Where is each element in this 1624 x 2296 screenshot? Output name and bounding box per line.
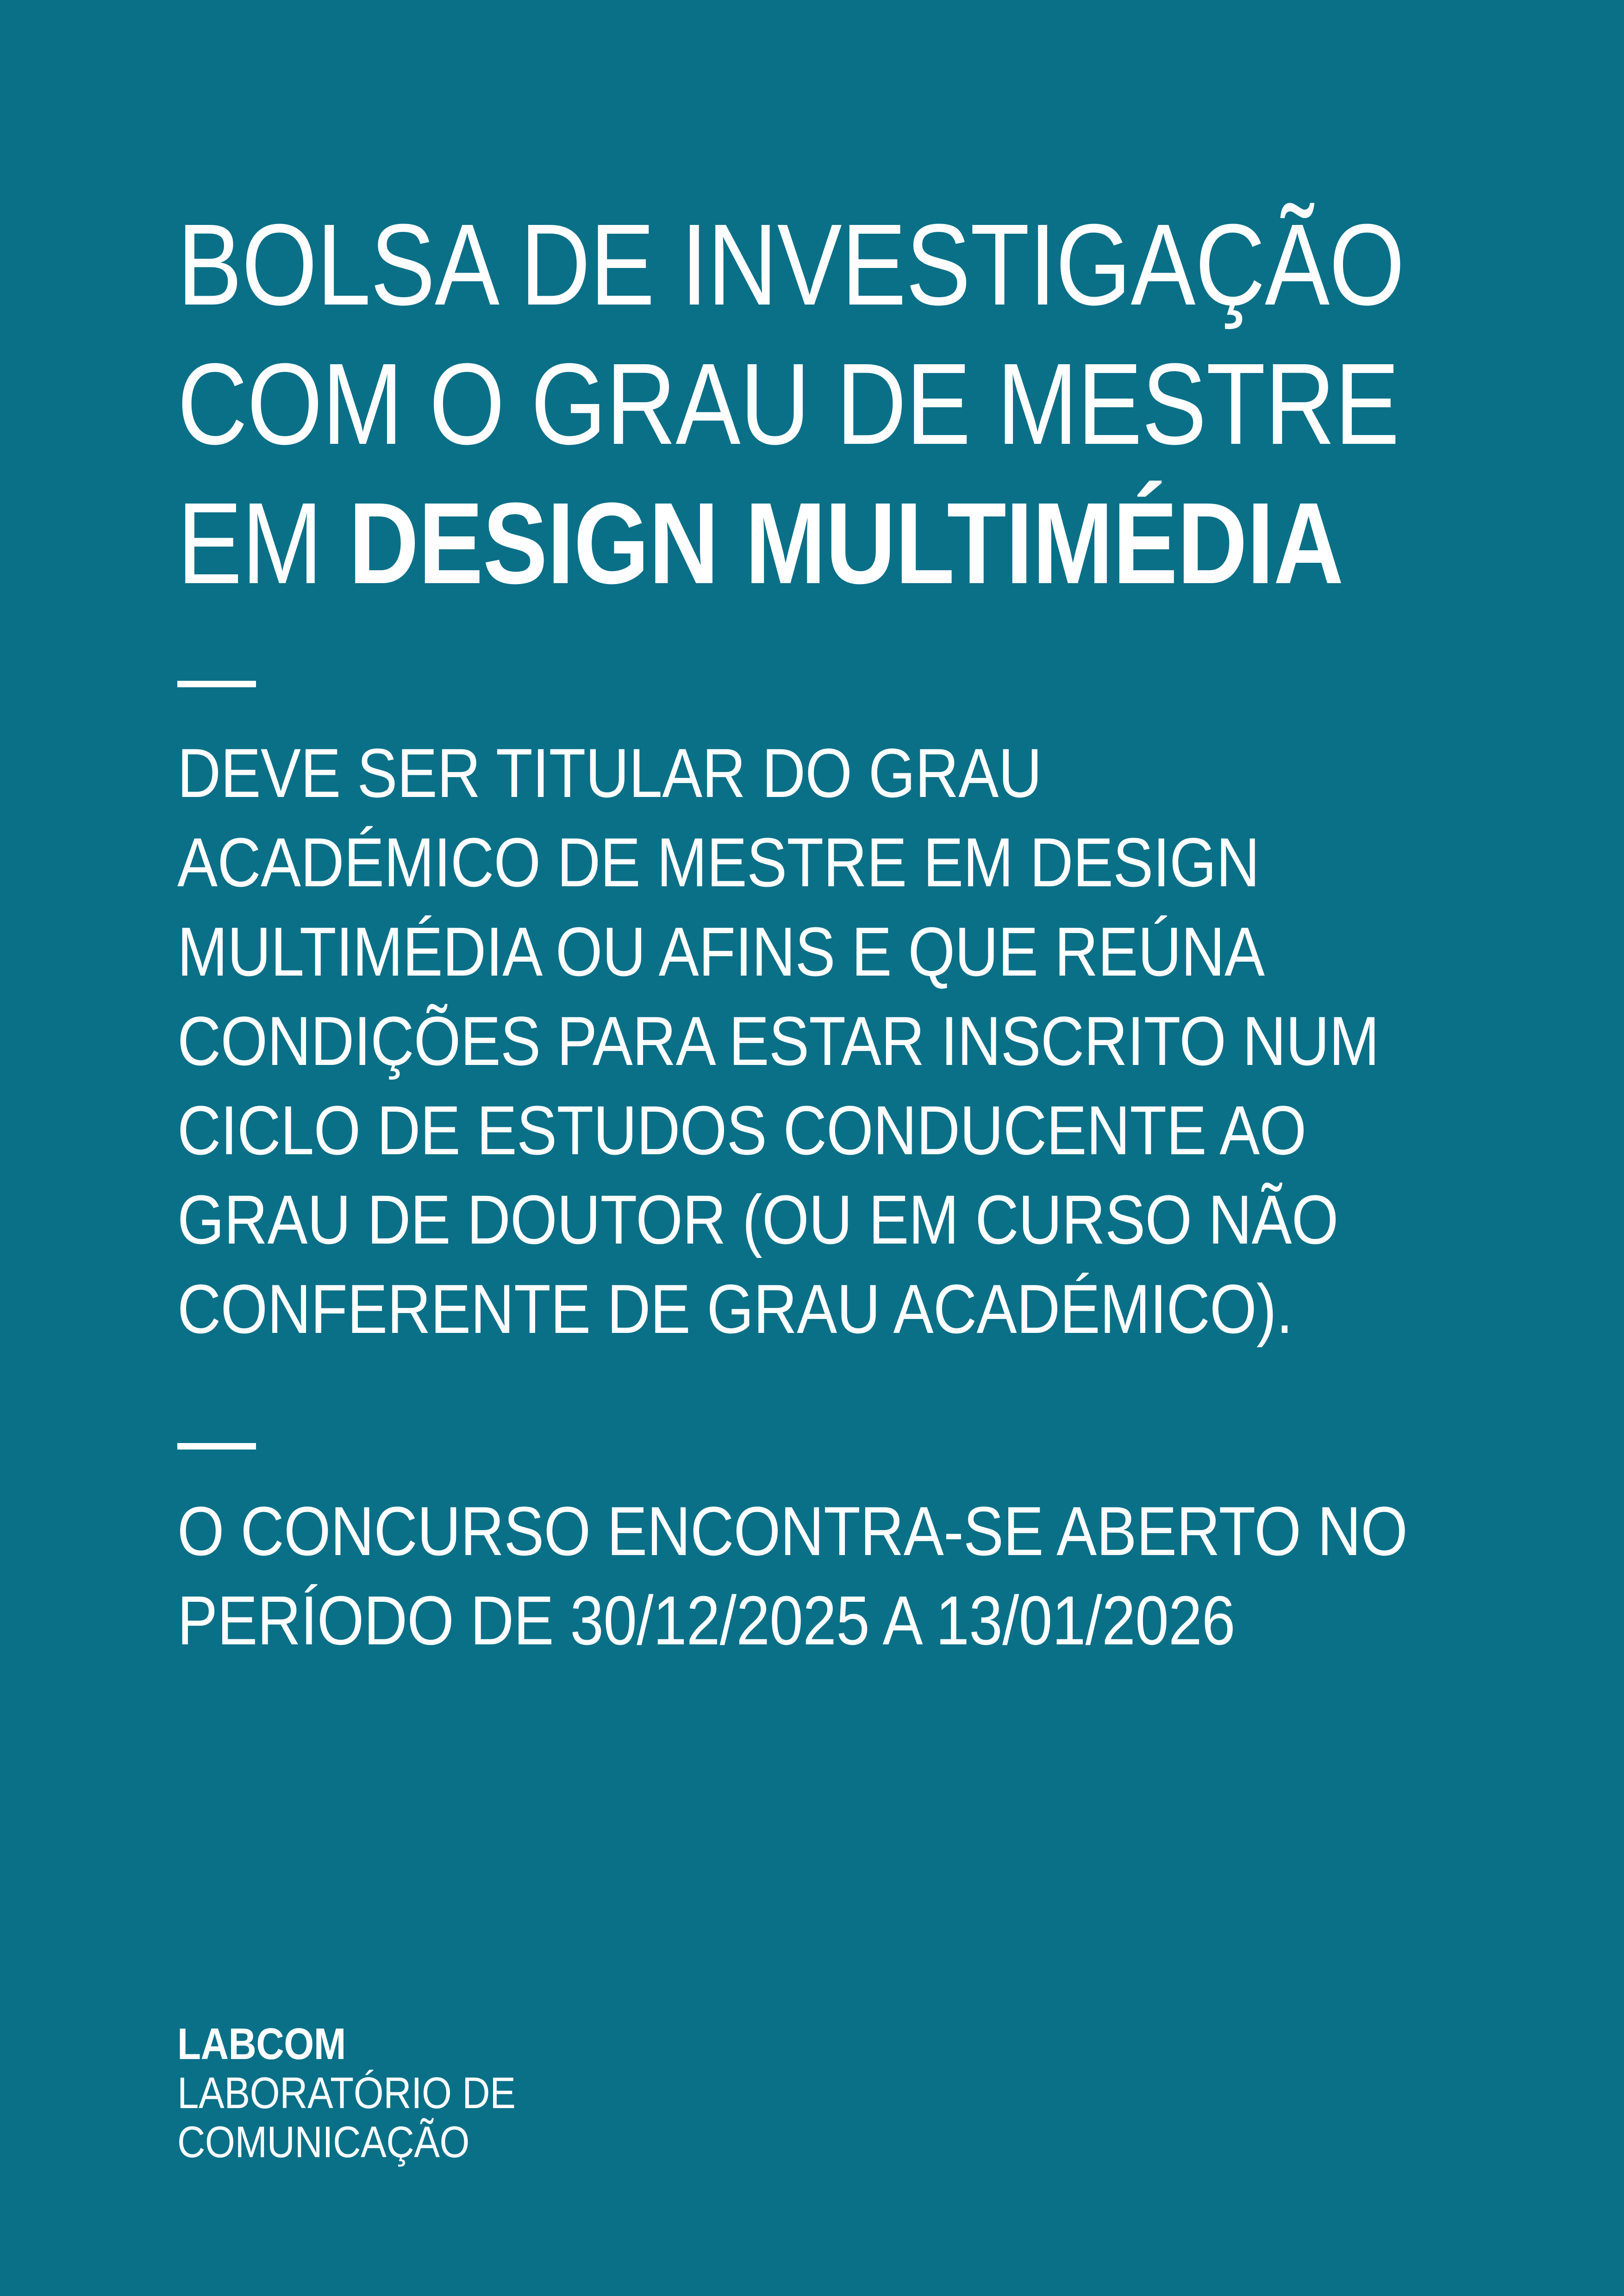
requirements-line: DEVE SER TITULAR DO GRAU	[177, 734, 1042, 812]
application-period-paragraph	[177, 1487, 1407, 1665]
org-name-line-2: COMUNICAÇÃO	[177, 2117, 470, 2167]
period-line: O CONCURSO ENCONTRA-SE ABERTO NO	[177, 1492, 1408, 1570]
title-line-1: BOLSA DE INVESTIGAÇÃO	[177, 200, 1405, 329]
requirements-paragraph	[177, 728, 1379, 1354]
divider-dash-2	[177, 1443, 256, 1450]
title-line-2: COM O GRAU DE MESTRE	[177, 339, 1399, 468]
org-name-line-1: LABORATÓRIO DE	[177, 2068, 516, 2118]
divider-dash-1	[177, 681, 256, 687]
poster-title	[177, 195, 1404, 613]
requirements-line: GRAU DE DOUTOR (OU EM CURSO NÃO	[177, 1181, 1338, 1258]
requirements-line: CONFERENTE DE GRAU ACADÉMICO).	[177, 1270, 1293, 1348]
requirements-line: ACADÉMICO DE MESTRE EM DESIGN	[177, 823, 1260, 901]
requirements-line: MULTIMÉDIA OU AFINS E QUE REÚNA	[177, 913, 1265, 990]
title-line-3	[177, 473, 1404, 613]
requirements-line: CICLO DE ESTUDOS CONDUCENTE AO	[177, 1091, 1306, 1169]
requirements-line: CONDIÇÕES PARA ESTAR INSCRITO NUM	[177, 1002, 1380, 1080]
org-acronym: LABCOM	[177, 2019, 346, 2069]
labcom-logo-lockup	[177, 2020, 516, 2167]
title-line-3-prefix: EM	[177, 479, 349, 608]
title-line-3-emphasis: DESIGN MULTIMÉDIA	[349, 479, 1343, 608]
period-line: PERÍODO DE 30/12/2025 A 13/01/2026	[177, 1581, 1235, 1659]
